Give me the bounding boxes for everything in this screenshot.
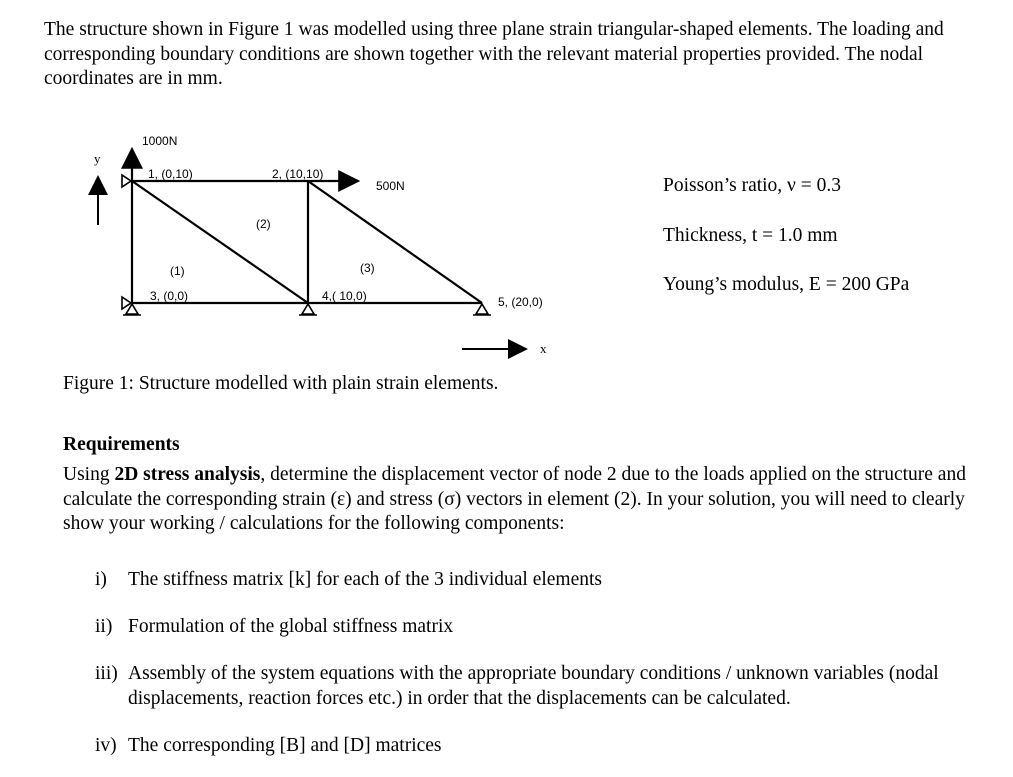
poisson-ratio: Poisson’s ratio, ν = 0.3 <box>663 175 841 196</box>
intro-paragraph: The structure shown in Figure 1 was modelled using three plane strain triangular-shaped elements. The loading and corresponding boundary conditions are shown together with the relevant material properties provided. The nodal coordinates are in mm. <box>44 19 944 89</box>
vertical-load-label: 1000N <box>142 134 178 148</box>
element2-label: (2) <box>256 217 271 231</box>
element1-label: (1) <box>170 264 185 278</box>
node5-pin-support <box>473 304 491 315</box>
node1-roller-support <box>122 175 131 187</box>
element3-label: (3) <box>360 261 375 275</box>
requirements-paragraph: Using 2D stress analysis, determine the displacement vector of node 2 due to the loads applied on the structure and calculate the corresponding strain (ε) and stress (σ) vectors in element (2). In your solution, you will need to clearly show your working / calculations for the following components: <box>63 464 966 534</box>
node2-label: 2, (10,10) <box>272 167 324 181</box>
node4-label: 4,( 10,0) <box>322 289 367 303</box>
node3-label: 3, (0,0) <box>150 289 189 303</box>
node1-label: 1, (0,10) <box>148 167 193 181</box>
requirements-heading: Requirements <box>63 434 180 455</box>
mesh-lines <box>132 181 482 303</box>
y-axis-label: y <box>94 151 101 166</box>
thickness: Thickness, t = 1.0 mm <box>663 225 838 246</box>
node5-label: 5, (20,0) <box>498 295 543 309</box>
horizontal-load-label: 500N <box>376 179 405 193</box>
x-axis-label: x <box>540 341 547 356</box>
figure-caption: Figure 1: Structure modelled with plain strain elements. <box>63 373 499 394</box>
youngs-modulus: Young’s modulus, E = 200 GPa <box>663 274 910 295</box>
bold-phrase: 2D stress analysis <box>114 464 261 485</box>
node4-pin-support <box>299 304 317 315</box>
